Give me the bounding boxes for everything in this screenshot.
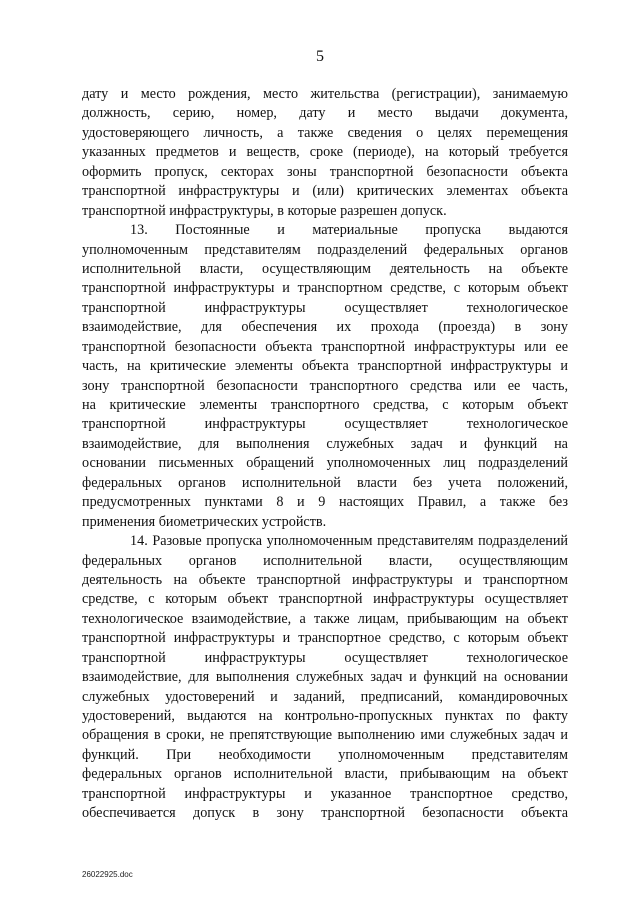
text-line: взаимодействие, для выполнения служебных задач и функций на <box>82 435 568 452</box>
text-line: уполномоченным представителям подразделений федеральных органов <box>82 241 568 258</box>
text-line: федеральных органов исполнительной власти, прибывающим на объект <box>82 766 568 783</box>
text-line: федеральных органов исполнительной власти, осуществляющим <box>82 552 568 569</box>
body-text <box>82 85 568 824</box>
paragraph-13-first-line: 13. Постоянные и материальные пропуска выдаются <box>130 222 568 239</box>
text-line: транспортной инфраструктуры и транспортное средство, с которым объект <box>82 630 568 647</box>
text-line: дату и место рождения, место жительства (регистрации), занимаемую <box>82 86 568 102</box>
text-line: часть, на критические элементы объекта транспортной инфраструктуры и <box>82 358 568 375</box>
text-line: транспортной безопасности объекта транспортной инфраструктуры или ее <box>82 338 568 355</box>
text-line: исполнительной власти, осуществляющим деятельность на объекте <box>82 260 568 277</box>
text-line: функций. При необходимости уполномоченным представителям <box>82 746 568 763</box>
text-line: применения биометрических устройств. <box>82 513 327 530</box>
text-line: зону транспортной безопасности транспортного средства или ее часть, <box>82 377 568 394</box>
text-line: средстве, с которым объект транспортной инфраструктуры осуществляет <box>82 591 568 608</box>
text-line: должность, серию, номер, дату и место выдачи документа, <box>82 105 568 122</box>
text-line: транспортной инфраструктуры осуществляет технологическое <box>82 649 568 666</box>
page-number: 5 <box>316 48 324 65</box>
text-line: взаимодействие, для обеспечения их прохода (проезда) в зону <box>82 319 568 336</box>
text-line: на критические элементы транспортного средства, с которым объект <box>82 397 568 413</box>
text-line: указанных предметов и веществ, сроке (периоде), на который требуется <box>82 144 568 161</box>
text-line: обращения в сроки, не препятствующие выполнению ими служебных задач и <box>82 727 568 744</box>
text-line: транспортной инфраструктуры осуществляет технологическое <box>82 299 568 316</box>
text-line: транспортной инфраструктуры и (или) критических элементах объекта <box>82 183 568 200</box>
text-line: удостоверений, выдаются на контрольно-пропускных пунктах по факту <box>82 708 568 724</box>
text-line: удостоверяющего личность, а также сведения о целях перемещения <box>82 124 568 141</box>
text-line: федеральных органов исполнительной власти без учета положений, <box>82 474 568 491</box>
text-line: транспортной инфраструктуры и транспортном средстве, с которым объект <box>82 280 568 297</box>
text-line: служебных удостоверений и заданий, предписаний, командировочных <box>82 688 568 705</box>
text-line: транспортной инфраструктуры, в которые разрешен допуск. <box>82 202 447 219</box>
text-line: обеспечивается допуск в зону транспортной безопасности объекта <box>82 805 568 822</box>
text-line: взаимодействие, для выполнения служебных задач и функций на основании <box>82 669 568 686</box>
text-line: основании письменных обращений уполномоченных лиц подразделений <box>82 455 568 472</box>
footer-filename: 26022925.doc <box>82 870 133 879</box>
text-line: транспортной инфраструктуры и указанное транспортное средство, <box>82 785 568 802</box>
paragraph-14-first-line: 14. Разовые пропуска уполномоченным представителям подразделений <box>130 533 568 550</box>
text-line: технологическое взаимодействие, а также лицам, прибывающим на объект <box>82 610 568 627</box>
text-line: транспортной инфраструктуры осуществляет технологическое <box>82 416 568 433</box>
text-line: предусмотренных пунктами 8 и 9 настоящих Правил, а также без <box>82 494 568 511</box>
text-line: оформить пропуск, секторах зоны транспортной безопасности объекта <box>82 163 568 180</box>
text-line: деятельность на объекте транспортной инфраструктуры и транспортном <box>82 571 568 588</box>
